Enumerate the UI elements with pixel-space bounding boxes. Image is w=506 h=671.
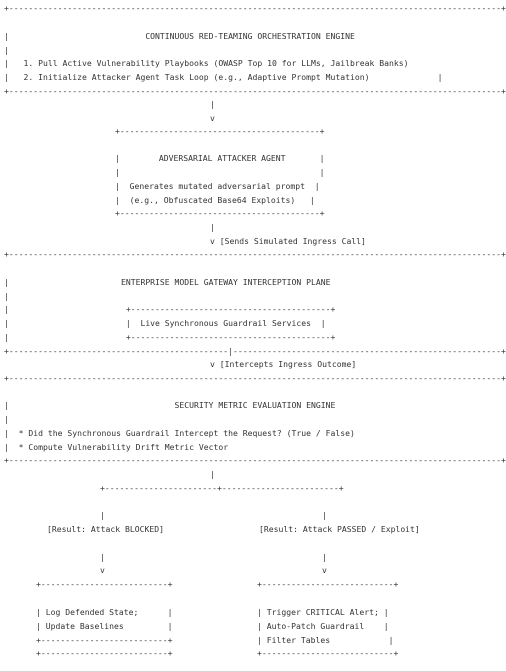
diagram-line-alert-line-1: | Trigger CRITICAL Alert; | <box>257 607 389 617</box>
diagram-line-defended-bottom-border-1: +--------------------------+ <box>36 635 173 645</box>
diagram-line-orch-bottom-border: +-----------------------------------------------------------------------------------------------------+ <box>4 86 506 96</box>
diagram-line-guardrail-label: | | Live Synchronous Guardrail Services | <box>4 318 326 328</box>
diagram-line-gateway-title: | ENTERPRISE MODEL GATEWAY INTERCEPTION PLANE <box>4 277 331 287</box>
diagram-line-gateway-bottom-border: +---------------------------------------------|-------------------------------------------------------+ <box>4 346 506 356</box>
diagram-line-attacker-desc-2: | (e.g., Obfuscated Base64 Exploits) | <box>115 195 315 205</box>
diagram-line-alert-line-2: | Auto-Patch Guardrail | <box>257 621 389 631</box>
diagram-line-guardrail-bottom-border: | +-----------------------------------------+ <box>4 332 336 342</box>
diagram-line-conn-1-arrow: v <box>210 113 215 123</box>
diagram-line-gateway-left-edge: | <box>4 291 9 301</box>
diagram-line-attacker-top-border: +-----------------------------------------+ <box>115 126 325 136</box>
diagram-line-orch-title: | CONTINUOUS RED-TEAMING ORCHESTRATION ENGINE <box>4 31 355 41</box>
diagram-line-conn-2-pipe: | <box>210 222 215 232</box>
diagram-line-orch-top-border: +-----------------------------------------------------------------------------------------------------+ <box>4 3 506 13</box>
diagram-line-split-right-pipe: | <box>322 510 327 520</box>
diagram-line-attacker-blank: | | <box>115 167 325 177</box>
diagram-line-conn-2-arrow-label: v [Sends Simulated Ingress Call] <box>210 236 366 246</box>
diagram-line-orch-step-2: | 2. Initialize Attacker Agent Task Loop (e.g., Adaptive Prompt Mutation) | <box>4 72 443 82</box>
diagram-line-defended-line-1: | Log Defended State; | <box>36 607 173 617</box>
diagram-line-metric-bottom-border: +-----------------------------------------------------------------------------------------------------+ <box>4 455 506 465</box>
diagram-line-metric-top-border: +-----------------------------------------------------------------------------------------------------+ <box>4 373 506 383</box>
diagram-line-metric-left-edge: | <box>4 414 9 424</box>
diagram-line-attacker-desc-1: | Generates mutated adversarial prompt | <box>115 181 320 191</box>
diagram-line-guardrail-top-border: | +-----------------------------------------+ <box>4 304 336 314</box>
diagram-line-metric-title: | SECURITY METRIC EVALUATION ENGINE <box>4 400 336 410</box>
diagram-line-split-bar: +-----------------------+------------------------+ <box>100 483 344 493</box>
diagram-line-result-passed: [Result: Attack PASSED / Exploit] <box>259 524 420 534</box>
diagram-line-split-pipe: | <box>210 469 215 479</box>
diagram-line-right-conn-arrow: v <box>322 565 327 575</box>
diagram-line-conn-3-arrow-label: v [Intercepts Ingress Outcome] <box>210 359 357 369</box>
diagram-line-split-left-pipe: | <box>100 510 105 520</box>
diagram-line-result-blocked: [Result: Attack BLOCKED] <box>47 524 164 534</box>
diagram-line-defended-line-2: | Update Baselines | <box>36 621 173 631</box>
diagram-line-metric-check-2: | * Compute Vulnerability Drift Metric Vector <box>4 442 229 452</box>
diagram-line-gateway-top-border: +-----------------------------------------------------------------------------------------------------+ <box>4 249 506 259</box>
diagram-line-conn-1-pipe: | <box>210 99 215 109</box>
diagram-line-orch-left-edge: | <box>4 45 9 55</box>
diagram-line-right-conn-pipe: | <box>322 552 327 562</box>
diagram-line-alert-top-border: +---------------------------+ <box>257 579 399 589</box>
diagram-line-attacker-title: | ADVERSARIAL ATTACKER AGENT | <box>115 153 325 163</box>
diagram-line-defended-top-border: +--------------------------+ <box>36 579 173 589</box>
diagram-line-left-conn-arrow: v <box>100 565 105 575</box>
diagram-line-alert-bottom-border: +---------------------------+ <box>257 648 399 658</box>
diagram-line-orch-step-1: | 1. Pull Active Vulnerability Playbooks (OWASP Top 10 for LLMs, Jailbreak Banks) <box>4 58 409 68</box>
diagram-line-metric-check-1: | * Did the Synchronous Guardrail Intercept the Request? (True / False) <box>4 428 355 438</box>
diagram-line-defended-bottom-border-2: +--------------------------+ <box>36 648 173 658</box>
diagram-line-attacker-bottom-border: +-----------------------------------------+ <box>115 208 325 218</box>
diagram-line-alert-line-3: | Filter Tables | <box>257 635 394 645</box>
diagram-line-left-conn-pipe: | <box>100 552 105 562</box>
